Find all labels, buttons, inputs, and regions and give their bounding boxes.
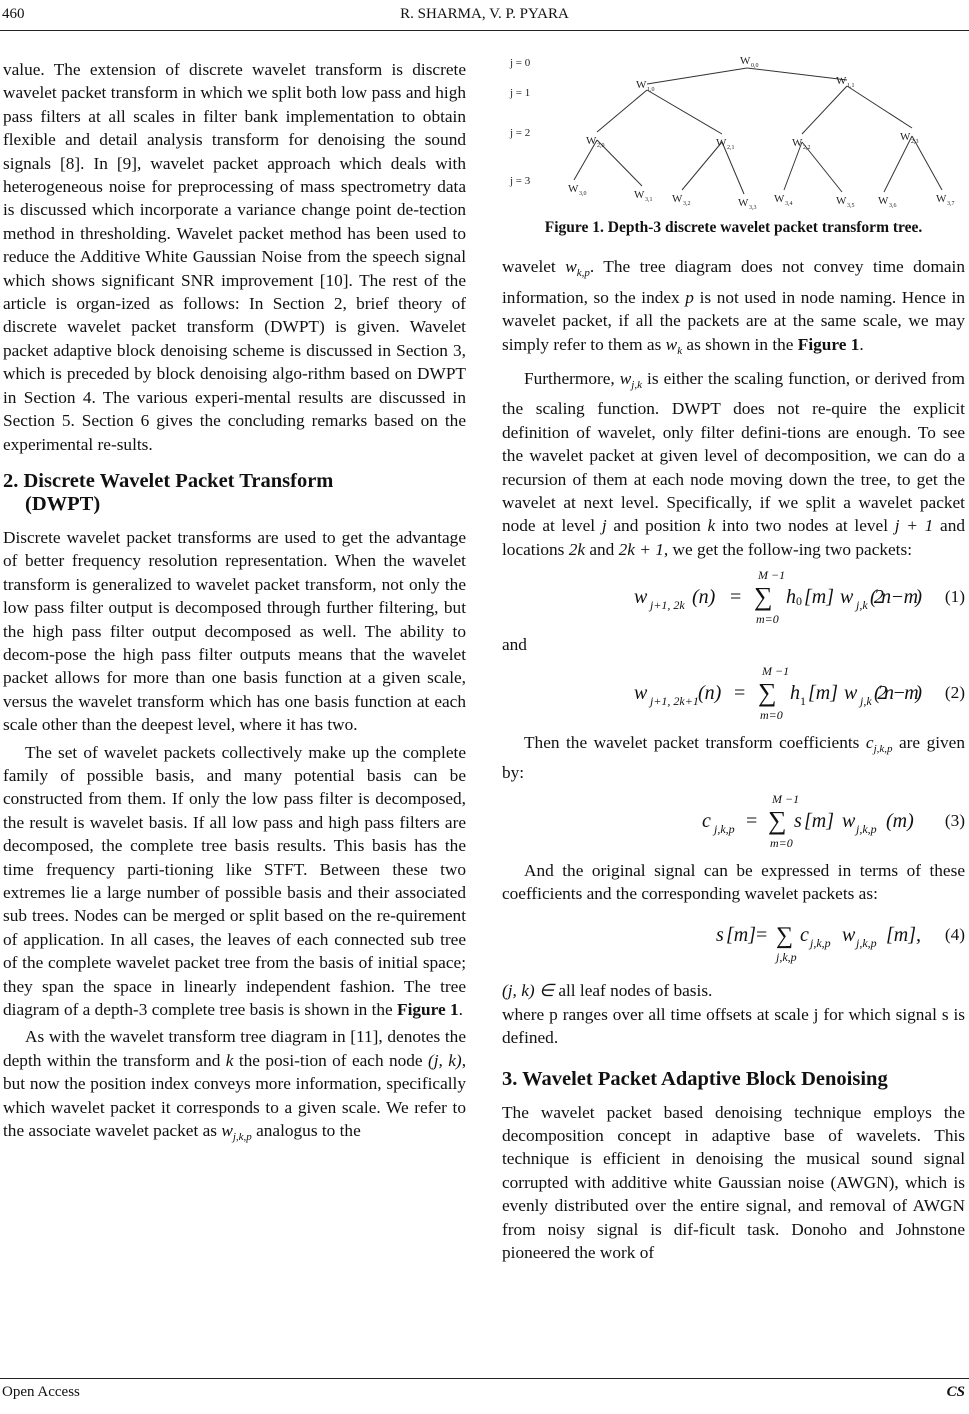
eq4-equals: = xyxy=(756,924,768,947)
node-w34-sub: 3,4 xyxy=(785,201,793,207)
math-k: k xyxy=(225,1050,234,1070)
node-w11-sub: 1,1 xyxy=(847,83,855,89)
math-p: p xyxy=(685,287,694,307)
math-j-plus-1: j + 1 xyxy=(894,516,934,536)
edge-21-32 xyxy=(682,142,722,190)
dwpt-paragraph-2 xyxy=(3,741,466,1022)
node-w23: W xyxy=(900,131,911,143)
right-paragraph-2 xyxy=(502,367,965,561)
eq4-s: s xyxy=(716,924,724,947)
eq3-c: c xyxy=(702,809,711,832)
eq1-w2: w xyxy=(840,586,854,609)
node-w21: W xyxy=(716,137,727,149)
node-w10: W xyxy=(636,79,647,91)
math-w: w xyxy=(221,1121,233,1141)
section-2-heading xyxy=(3,470,466,516)
eq3-c-sub: j,k,p xyxy=(714,821,735,836)
node-w00-sub: 0,0 xyxy=(751,63,759,69)
equation-1-formula xyxy=(502,567,922,625)
eq3-sum-bot: m=0 xyxy=(770,835,793,849)
math-w-subscript: j,k,p xyxy=(232,1131,252,1144)
eq4-lhs-arg: [m] xyxy=(726,924,757,947)
section-2-title-line-2: (DWPT) xyxy=(25,492,101,515)
eq3-sm: [m] xyxy=(804,809,835,832)
equation-1-number: (1) xyxy=(944,587,965,607)
right-paragraph-7: The wavelet packet based denoising technique employs the decomposition concept in adaptive base of wavelets. This technique is efficient in denoising the musical sound signal corrupted with additive white Gaussian noise (AWGN), which is evenly distributed over the entire signal, and removal of AWGN from noisy signal is dif-ficult task. Donoho and Johnstone pioneered the work of xyxy=(502,1102,965,1262)
equation-4-number: (4) xyxy=(944,925,965,945)
eq3-w: w xyxy=(842,809,856,832)
text-c: and position xyxy=(606,516,708,536)
footer xyxy=(0,1384,969,1408)
node-w30-sub: 3,0 xyxy=(579,191,587,197)
eq1-sigma: ∑ xyxy=(754,582,773,612)
eq1-lhs-arg: (n) xyxy=(692,586,716,609)
eq1-h-sub: 0 xyxy=(796,594,802,609)
eq4-w-sub: j,k,p xyxy=(856,936,877,951)
text-a: wavelet xyxy=(502,257,566,277)
node-w32-sub: 3,2 xyxy=(683,201,691,207)
right-column xyxy=(502,52,965,1264)
node-w33-sub: 3,3 xyxy=(749,205,757,211)
eq1-hm: [m] xyxy=(804,586,835,609)
dwpt-paragraph-1: Discrete wavelet packet transforms are used to get the advantage of better frequency resolution representation. When the wavelet transform is generalized to wavelet packet transform, not only the low pass filter output is decomposed through further filtering, but the high pass filter output decomposed as well. The ability to decom-pose the high pass filter outputs means that the wavelet packet allows for more than one basis function at a given scale, versus the wavelet transform which has one basis function at each scale other than the deepest level, where it has two. xyxy=(3,527,466,735)
right-paragraph-4: And the original signal can be expressed in terms of these coefficients and the corresponding wavelet packets as: xyxy=(502,860,965,903)
eq1-w2-sub: j,k xyxy=(856,598,868,613)
math-jk-in: (j, k) ∈ xyxy=(502,981,554,1001)
eq3-equals: = xyxy=(746,809,758,832)
eq1-arg: (2n − m) xyxy=(870,586,922,609)
math-node-jk: (j, k) xyxy=(427,1050,462,1070)
math-c-subscript: j,k,p xyxy=(873,742,893,755)
edge-00-10 xyxy=(647,68,747,84)
text-d: as shown in the xyxy=(682,334,798,354)
dwpt-paragraph-3-text-c: , but now the position index conveys more information, specifically which wavelet packet it corresponds to a given scale. We refer to the associate wavelet packet as xyxy=(3,1050,467,1141)
node-w35: W xyxy=(836,195,847,207)
eq1-w: w xyxy=(634,586,648,609)
eq4-sum-bot: j,k,p xyxy=(776,950,797,965)
eq2-sigma: ∑ xyxy=(758,677,777,707)
eq4-sigma: ∑ xyxy=(776,923,794,950)
period: . xyxy=(859,334,864,354)
right-paragraph-6: where p ranges over all time offsets at scale j for which signal s is defined. xyxy=(502,1004,965,1048)
eq4-arg: [m], xyxy=(886,924,922,947)
math-k: k xyxy=(707,516,716,536)
edge-10-20 xyxy=(597,90,647,132)
math-2k: 2k xyxy=(568,539,586,559)
node-w31-sub: 3,1 xyxy=(645,197,653,203)
text-d: into two nodes at level xyxy=(715,516,895,536)
dwpt-paragraph-3 xyxy=(3,1025,466,1149)
node-w30: W xyxy=(568,183,579,195)
eq1-lhs-sub: j+1, 2k xyxy=(650,598,685,613)
eq1-sum-top: M −1 xyxy=(758,568,786,583)
period: . xyxy=(458,1000,463,1020)
journal-abbrev: CS xyxy=(946,1384,965,1400)
eq1-h: h xyxy=(786,586,796,609)
node-w36: W xyxy=(878,195,889,207)
eq2-hm: [m] xyxy=(808,681,839,704)
running-authors: R. SHARMA, V. P. PYARA xyxy=(400,6,569,22)
page-number: 460 xyxy=(2,6,25,22)
eq4-w: w xyxy=(842,924,856,947)
edge-00-11 xyxy=(747,68,847,80)
eq2-w2-sub: j,k xyxy=(860,693,872,708)
text-b: is either the scaling function, or derived from the scaling function. DWPT does not re-quire the explicit definition of wavelet, only filter defini-tions are enough. To see the wavelet packet at given level of decomposition, we can do a recursion of them at each node moving down the tree, to get the wavelet at next level. Specifically, if we split a wavelet packet node at level xyxy=(502,369,965,536)
edge-23-36 xyxy=(884,136,912,192)
eq2-sum-bot: m=0 xyxy=(760,707,783,721)
header-rule xyxy=(0,30,969,31)
math-w-subscript: k,p xyxy=(576,267,590,280)
node-w32: W xyxy=(672,193,683,205)
node-w10-sub: 1,0 xyxy=(647,87,655,93)
eq2-h: h xyxy=(790,681,800,704)
node-w34: W xyxy=(774,193,785,205)
text-b: are given by: xyxy=(502,732,965,783)
figure-1-reference[interactable]: Figure 1 xyxy=(797,334,860,354)
equation-4-formula xyxy=(502,911,922,969)
eq4-c-sub: j,k,p xyxy=(810,936,831,951)
text-f: and xyxy=(585,539,619,559)
eq2-lhs-sub: j+1, 2k+1 xyxy=(650,693,699,708)
right-paragraph-3 xyxy=(502,731,965,785)
math-2k-plus-1: 2k + 1 xyxy=(618,539,664,559)
left-column xyxy=(3,58,466,1149)
tree-edges xyxy=(574,68,942,194)
math-j: j xyxy=(601,516,607,536)
eq2-arg: (2n − m) xyxy=(874,681,922,704)
node-w21-sub: 2,1 xyxy=(727,145,735,151)
equation-3 xyxy=(502,791,965,849)
edge-10-21 xyxy=(647,90,722,134)
eq4-c: c xyxy=(800,924,809,947)
and-text: and xyxy=(502,635,527,655)
dwpt-paragraph-3-text-a: As with the wavelet transform tree diagram in [11], denotes the depth within the transform and xyxy=(3,1027,466,1070)
node-w36-sub: 3,6 xyxy=(889,203,897,209)
equation-2-number: (2) xyxy=(944,682,965,702)
equation-3-number: (3) xyxy=(944,810,965,830)
eq2-lhs-arg: (n) xyxy=(698,681,722,704)
eq3-w-sub: j,k,p xyxy=(856,821,877,836)
math-w: w xyxy=(619,369,632,389)
right-paragraph-5 xyxy=(502,979,965,1002)
dwpt-paragraph-3-text-d: analogus to the xyxy=(251,1121,361,1141)
math-w: w xyxy=(565,257,577,277)
equation-2-formula xyxy=(502,663,922,721)
edge-11-23 xyxy=(847,86,912,128)
eq2-w2: w xyxy=(844,681,858,704)
node-w33: W xyxy=(738,197,749,209)
level-label-j2: j = 2 xyxy=(510,127,531,139)
node-w35-sub: 3,5 xyxy=(847,203,855,209)
text-a: Then the wavelet packet transform coefficients xyxy=(524,732,866,752)
text-c: is not used in node naming. Hence in wavelet packet, if all the packets are at the same scale, we may simply refer to them as xyxy=(502,287,965,354)
text-e: and locations xyxy=(502,516,966,559)
node-w20: W xyxy=(586,135,597,147)
math-wk-subscript: k xyxy=(677,344,683,357)
intro-paragraph-end: value. The extension of discrete wavelet transform is discrete wavelet packet transform in which we split both low pass and high pass filters at all scales in filter bank implementation to obtain flexible and detail analysis transform for denoising the sound signals [8]. In [9], wavelet packet approach which deals with heterogeneous noise for preprocessing of mass spectrometry data is discussed which incorporate a variance change point de-tection method in thresholding. Wavelet packet method has been used to reduce the Additive White Gaussian Noise from the speech signal which shows significant SNR improvement [10]. The rest of the article is organ-ized as follows: In Section 2, brief theory of discrete wavelet packet transform (DWPT) is given. Wavelet packet adaptive block denoising scheme is discussed in Section 3, which is preceded by block denoising algo-rithm based on DWPT in Section 4. The various experi-mental results are discussed in Section 5. Section 6 gives the concluding remarks based on the experimental re-sults. xyxy=(3,60,466,454)
eq3-arg: (m) xyxy=(886,809,914,832)
node-w31: W xyxy=(634,189,645,201)
node-w22: W xyxy=(792,137,803,149)
node-w23-sub: 2,3 xyxy=(911,139,919,145)
text-a: Furthermore, xyxy=(524,369,620,389)
open-access-label: Open Access xyxy=(2,1384,80,1400)
equation-4 xyxy=(502,911,965,969)
equation-2 xyxy=(502,663,965,721)
text-a: all leaf nodes of basis. xyxy=(554,981,713,1001)
eq2-w: w xyxy=(634,681,648,704)
wavelet-packet-tree-diagram xyxy=(502,52,965,212)
text-g: , we get the follow-ing two packets: xyxy=(663,539,913,559)
footer-rule xyxy=(0,1378,969,1379)
eq1-equals: = xyxy=(730,586,742,609)
section-3-heading: 3. Wavelet Packet Adaptive Block Denoising xyxy=(502,1067,888,1090)
eq2-equals: = xyxy=(734,681,746,704)
edge-22-34 xyxy=(784,142,802,190)
dwpt-paragraph-3-text-b: the posi-tion of each node xyxy=(233,1050,428,1070)
node-w00: W xyxy=(740,55,751,67)
figure-1-tree xyxy=(502,52,965,212)
equation-1 xyxy=(502,567,965,625)
running-header xyxy=(0,6,969,30)
math-c: c xyxy=(865,732,874,752)
eq3-sum-top: M −1 xyxy=(772,791,800,806)
level-label-j1: j = 1 xyxy=(510,87,531,99)
section-2-title-line-1: 2. Discrete Wavelet Packet Transform xyxy=(3,469,334,492)
level-label-j3: j = 3 xyxy=(510,175,531,187)
node-w20-sub: 2,0 xyxy=(597,143,605,149)
eq2-h-sub: 1 xyxy=(800,693,806,708)
math-w-subscript: j,k xyxy=(631,379,642,392)
figure-1-reference[interactable]: Figure 1 xyxy=(397,1000,459,1020)
eq1-sum-bot: m=0 xyxy=(756,612,779,626)
node-w22-sub: 2,2 xyxy=(803,145,811,151)
math-wk: w xyxy=(665,334,678,354)
eq3-s: s xyxy=(794,809,802,832)
level-label-j0: j = 0 xyxy=(510,57,531,69)
node-w37-sub: 3,7 xyxy=(947,201,955,207)
equation-3-formula xyxy=(502,791,922,849)
dwpt-paragraph-2-text: The set of wavelet packets collectively make up the complete family of possible basis, and many potential basis can be constructed from them. If only the low pass filter is decomposed, the result is wavelet basis. If all low pass and high pass filters are decomposed, the complete tree basis results. This basis has the time frequency parti-tioning like STFT. Between these two extremes lie a large number of possible basis and their associated sub trees. Nodes can be merged or split based on the re-quirement of application. In all cases, the leaves of each connected sub tree of the complete wavelet packet tree from the basis of initial space; they span the space in linearly independent fashion. The tree diagram of a depth-3 complete tree basis is shown in the xyxy=(3,742,466,1020)
edge-11-22 xyxy=(802,86,847,134)
right-paragraph-1 xyxy=(502,255,965,363)
node-w11: W xyxy=(836,75,847,87)
eq2-sum-top: M −1 xyxy=(762,663,790,678)
node-w37: W xyxy=(936,193,947,205)
figure-1-caption: Figure 1. Depth-3 discrete wavelet packet transform tree. xyxy=(544,219,923,236)
text-b: . The tree diagram does not convey time domain information, so the index xyxy=(502,257,965,307)
eq3-sigma: ∑ xyxy=(768,805,787,835)
